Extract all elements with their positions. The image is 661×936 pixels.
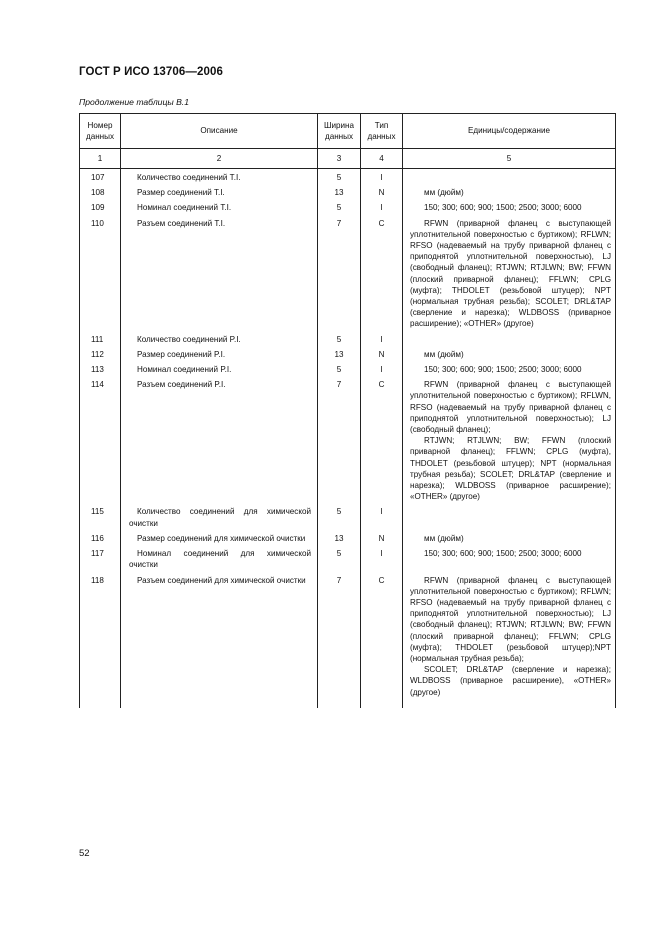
row-description: Разъем соединений для химической очистки — [121, 575, 318, 702]
row-width: 5 — [318, 506, 361, 532]
row-width: 5 — [318, 202, 361, 217]
row-width: 13 — [318, 533, 361, 548]
row-number: 118 — [80, 575, 121, 702]
row-width: 7 — [318, 379, 361, 506]
row-description: Размер соединений P.I. — [121, 349, 318, 364]
units-paragraph: мм (дюйм) — [424, 533, 464, 543]
table-caption: Продолжение таблицы В.1 — [79, 97, 189, 107]
row-units — [403, 349, 616, 364]
row-number: 117 — [80, 548, 121, 574]
table-row — [80, 533, 616, 548]
units-paragraph: RFWN (приварной фланец с выступающей уплотнительной поверхностью с буртиком); RFLWN, RFSO (надеваемый на трубу приварной фланец с приподнятой уплотнительной поверхностью); LJ (свободный фланец); — [410, 380, 611, 435]
col-index-5: 5 — [403, 149, 616, 169]
row-type: N — [361, 349, 403, 364]
row-type: I — [361, 202, 403, 217]
row-number: 107 — [80, 169, 121, 188]
units-paragraph: RFWN (приварной фланец с выступающей уплотнительной поверхностью с буртиком); RFLWN; RFSO (надеваемый на трубу приварной фланец с приподнятой уплотнительной поверхностью); LJ (свободный фланец); RTJWN; RTJLWN; BW; FFWN (плоский приварной фланец); FFLWN; CPLG (муфта); THDOLET (резьбовой штуцер);NPT (нормальная трубная резьба); — [410, 575, 611, 663]
row-units — [403, 334, 616, 349]
col-header-type: Тип данных — [361, 114, 403, 149]
row-description: Количество соединений T.I. — [121, 169, 318, 188]
row-number: 113 — [80, 364, 121, 379]
row-description: Разъем соединений T.I. — [121, 218, 318, 334]
col-header-units: Единицы/содержание — [403, 114, 616, 149]
row-width: 13 — [318, 349, 361, 364]
data-table — [79, 113, 616, 708]
row-units — [403, 364, 616, 379]
table-row — [80, 169, 616, 188]
col-header-width: Ширина данных — [318, 114, 361, 149]
table-filler-row — [80, 702, 616, 708]
table-row — [80, 364, 616, 379]
units-paragraph: мм (дюйм) — [424, 349, 464, 359]
row-units — [403, 187, 616, 202]
row-width: 7 — [318, 218, 361, 334]
row-width: 5 — [318, 364, 361, 379]
row-units — [403, 379, 616, 506]
row-units — [403, 548, 616, 574]
row-type: I — [361, 334, 403, 349]
row-width: 7 — [318, 575, 361, 702]
row-description: Номинал соединений P.I. — [121, 364, 318, 379]
row-number: 114 — [80, 379, 121, 506]
col-index-2: 2 — [121, 149, 318, 169]
table-body — [80, 169, 616, 708]
page-number: 52 — [79, 848, 90, 859]
table-row — [80, 379, 616, 506]
row-number: 112 — [80, 349, 121, 364]
row-number: 116 — [80, 533, 121, 548]
row-number: 108 — [80, 187, 121, 202]
table-row — [80, 334, 616, 349]
row-type: C — [361, 379, 403, 506]
table-row — [80, 575, 616, 702]
row-description: Номинал соединений для химической очистки — [121, 548, 318, 574]
units-paragraph: 150; 300; 600; 900; 1500; 2500; 3000; 6000 — [424, 365, 582, 375]
row-units — [403, 169, 616, 188]
row-units — [403, 218, 616, 334]
table-row — [80, 548, 616, 574]
row-type: C — [361, 575, 403, 702]
units-paragraph: 150; 300; 600; 900; 1500; 2500; 3000; 6000 — [424, 203, 582, 213]
row-width: 5 — [318, 334, 361, 349]
row-description: Размер соединений для химической очистки — [121, 533, 318, 548]
row-number: 115 — [80, 506, 121, 532]
row-width: 5 — [318, 548, 361, 574]
row-units — [403, 506, 616, 532]
row-units — [403, 202, 616, 217]
col-header-number: Номер данных — [80, 114, 121, 149]
row-width: 13 — [318, 187, 361, 202]
table-row — [80, 506, 616, 532]
document-header: ГОСТ Р ИСО 13706—2006 — [79, 66, 224, 78]
row-number: 110 — [80, 218, 121, 334]
units-paragraph: RTJWN; RTJLWN; BW; FFWN (плоский приварной фланец); FFLWN; CPLG (муфта), THDOLET (резьбовой штуцер); NPT (нормальная трубная резьба); SCOLET; DRL&TAP (сверление и нарезка); WLDBOSS (приварное расширение); «OTHER» (другое) — [410, 436, 611, 502]
row-type: N — [361, 187, 403, 202]
row-type: I — [361, 169, 403, 188]
row-type: I — [361, 548, 403, 574]
row-units — [403, 533, 616, 548]
row-description: Количество соединений для химической очистки — [121, 506, 318, 532]
units-paragraph: 150; 300; 600; 900; 1500; 2500; 3000; 6000 — [424, 549, 582, 559]
row-width: 5 — [318, 169, 361, 188]
col-index-4: 4 — [361, 149, 403, 169]
units-paragraph: RFWN (приварной фланец с выступающей уплотнительной поверхностью с буртиком); RFLWN; RFSO (надеваемый на трубу приварной фланец с приподнятой уплотнительной поверхностью), LJ (свободный фланец); RTJWN; RTJLWN; BW; FFWN (плоский приварной фланец); FFLWN; CPLG (муфта); THDOLET (резьбовой штуцер); NPT (нормальная трубная резьба); SCOLET; DRL&TAP (сверление и нарезка); WLDBOSS (приварное расширение); «OTHER» (другое) — [410, 218, 611, 329]
units-paragraph: мм (дюйм) — [424, 188, 464, 198]
table-row — [80, 349, 616, 364]
col-index-1: 1 — [80, 149, 121, 169]
row-description: Размер соединений T.I. — [121, 187, 318, 202]
row-number: 111 — [80, 334, 121, 349]
row-description: Количество соединений P.I. — [121, 334, 318, 349]
units-paragraph: SCOLET; DRL&TAP (сверление и нарезка); WLDBOSS (приварное расширение), «OTHER» (другое) — [410, 665, 611, 697]
col-index-3: 3 — [318, 149, 361, 169]
row-description: Разъем соединений P.I. — [121, 379, 318, 506]
table-row — [80, 202, 616, 217]
row-units — [403, 575, 616, 702]
row-type: I — [361, 364, 403, 379]
row-number: 109 — [80, 202, 121, 217]
table-row — [80, 218, 616, 334]
col-header-description: Описание — [121, 114, 318, 149]
row-type: N — [361, 533, 403, 548]
row-description: Номинал соединений T.I. — [121, 202, 318, 217]
table-row — [80, 187, 616, 202]
row-type: C — [361, 218, 403, 334]
row-type: I — [361, 506, 403, 532]
